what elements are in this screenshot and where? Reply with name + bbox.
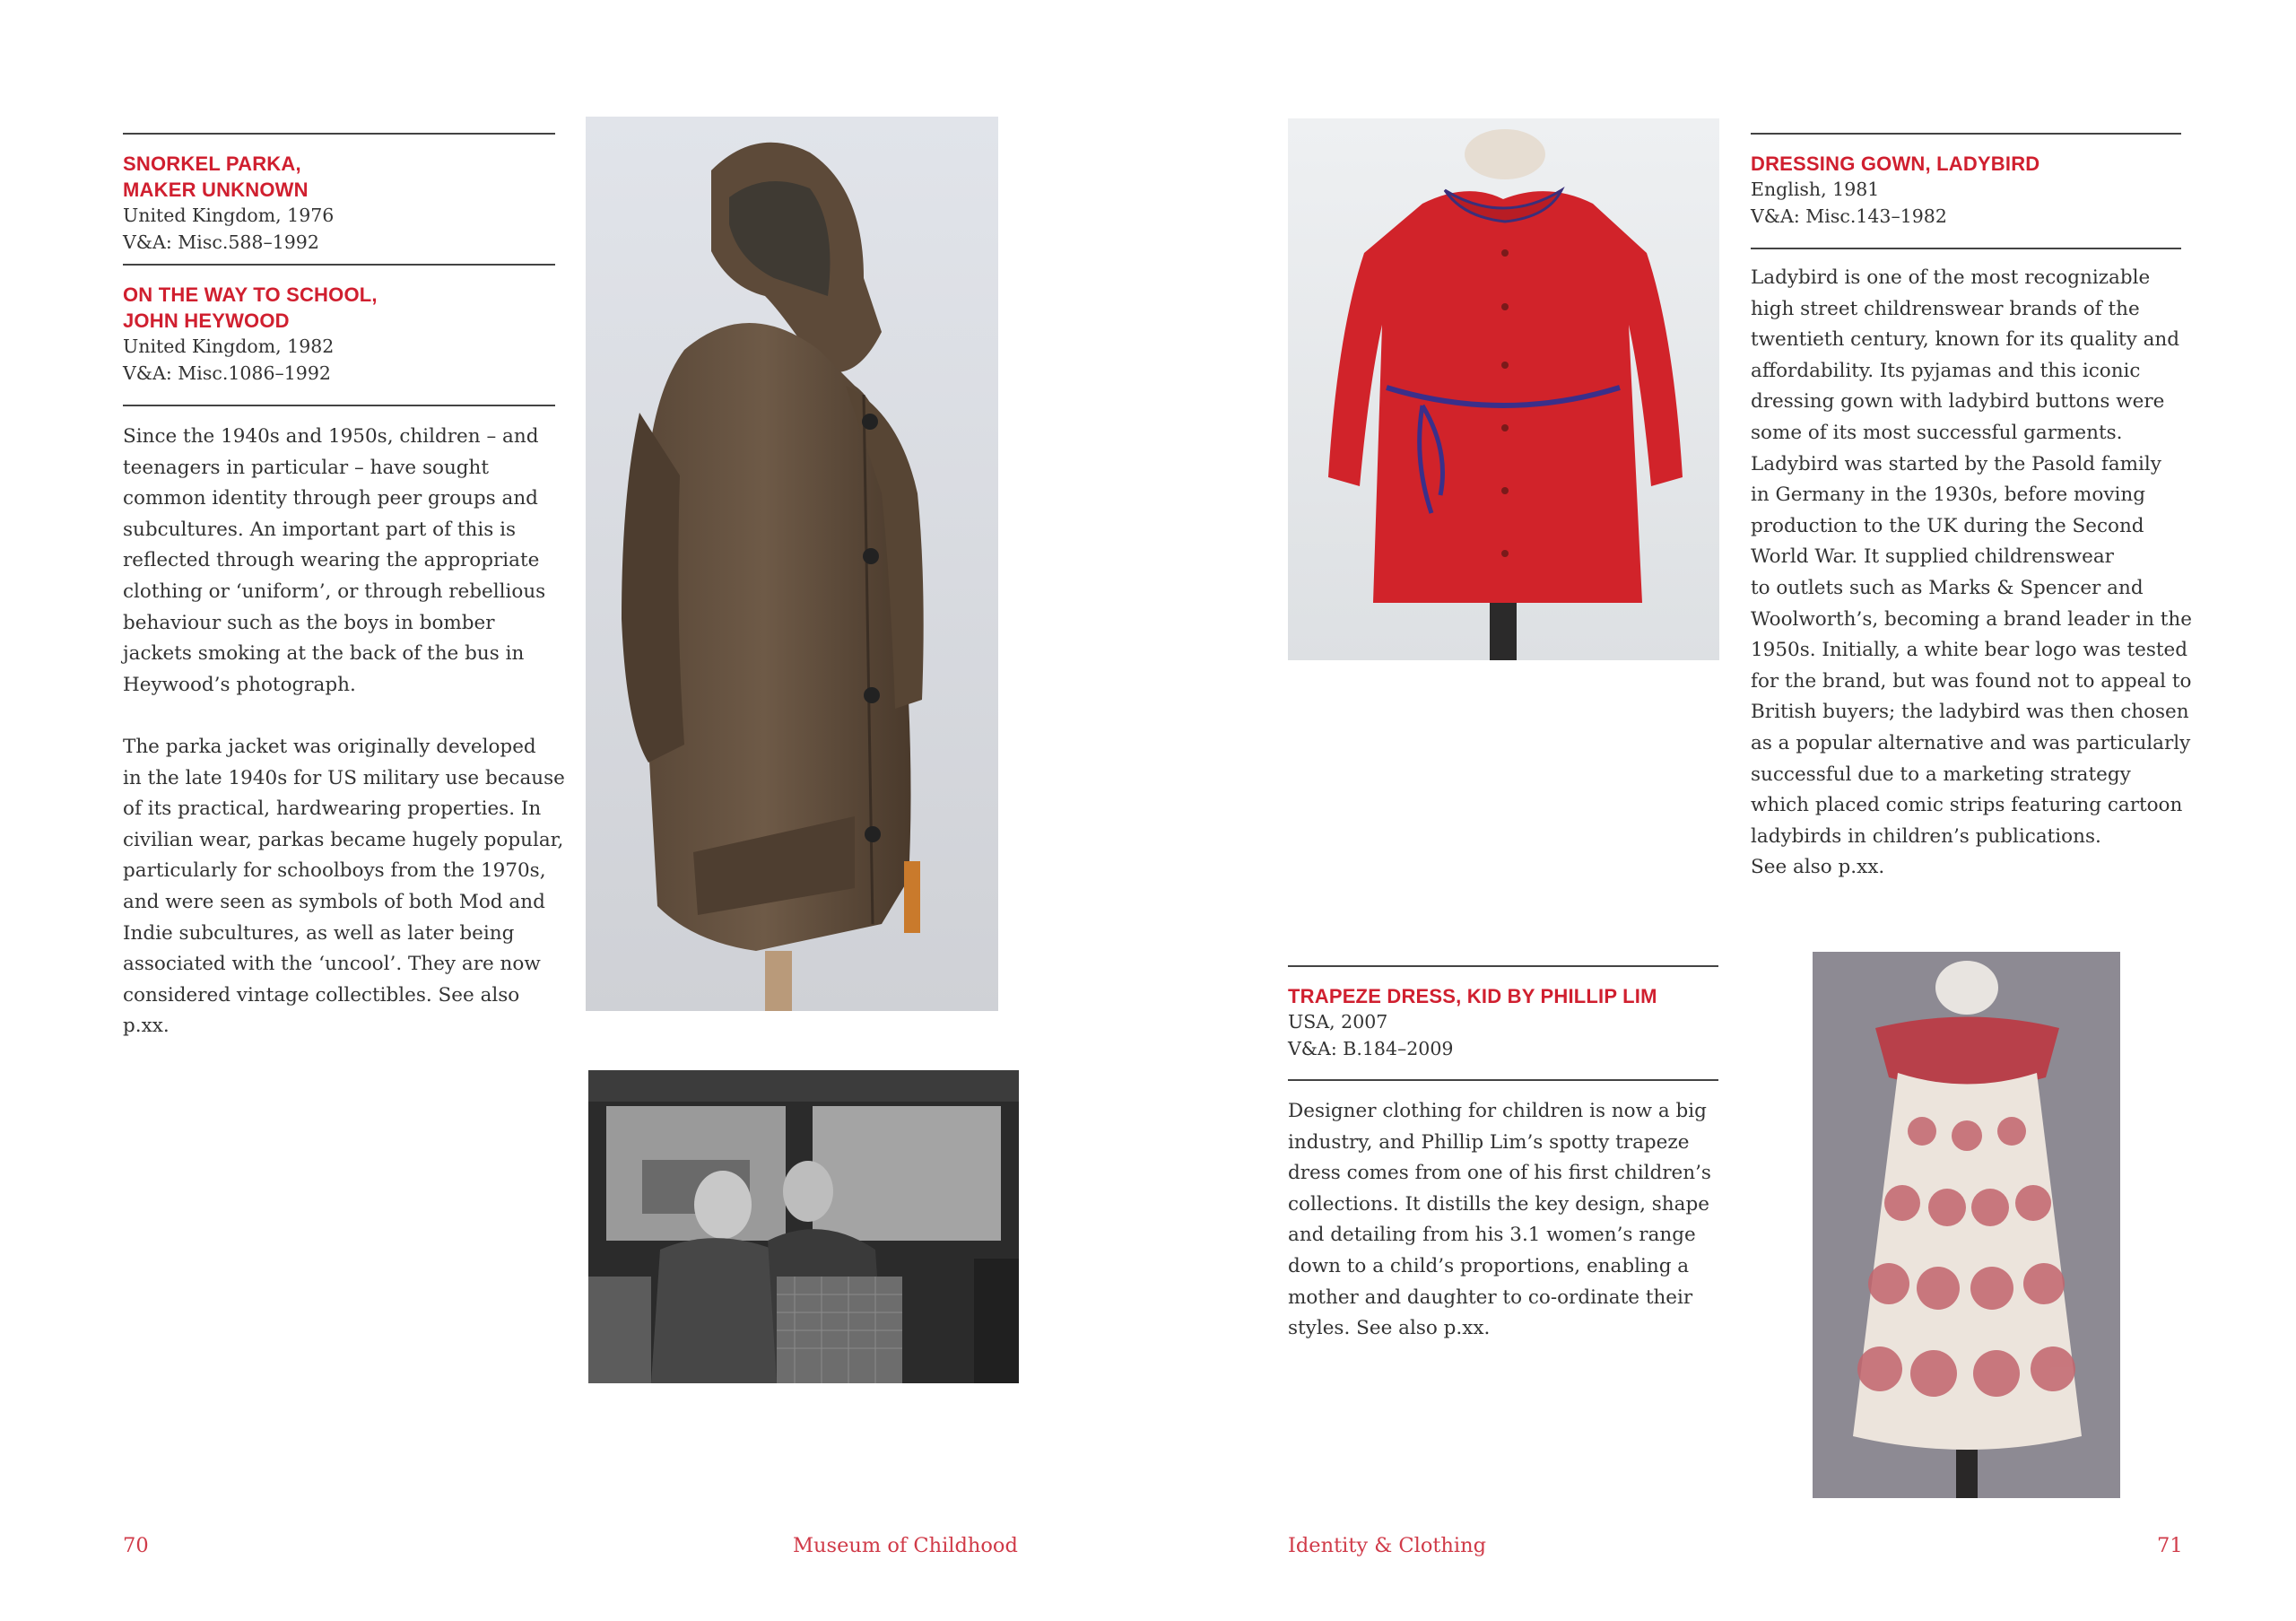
entry-title-on-the-way-to-school [123, 282, 378, 334]
meta-line: United Kingdom, 1976 [123, 205, 335, 226]
rule-before-gown-body [1751, 248, 2181, 249]
meta-line: V&A: Misc.1086–1992 [123, 362, 331, 384]
footer-page-number-left: 70 [123, 1534, 149, 1557]
meta-line: V&A: B.184–2009 [1288, 1037, 1454, 1059]
parka-photo [586, 117, 998, 1011]
title-line: TRAPEZE DRESS, KID BY PHILLIP LIM [1288, 985, 1657, 1007]
dressing-gown-body-text [1751, 263, 2199, 884]
rule-before-trapeze-body [1288, 1079, 1718, 1081]
meta-line: English, 1981 [1751, 179, 1880, 200]
entry-title-trapeze-dress [1288, 983, 1657, 1009]
entry-title-dressing-gown [1751, 151, 2039, 177]
trapeze-dress-photo [1813, 952, 2120, 1498]
left-body-text [123, 422, 571, 1042]
entry-title-snorkel-parka [123, 151, 309, 203]
title-line: MAKER UNKNOWN [123, 179, 309, 201]
meta-line: USA, 2007 [1288, 1011, 1388, 1033]
rule-before-body [123, 405, 555, 406]
entry-meta-on-the-way-to-school [123, 334, 334, 387]
title-line: ON THE WAY TO SCHOOL, [123, 283, 378, 306]
paragraph-subcultures: Since the 1940s and 1950s, children – and teenagers in particular – have sought common identity through peer groups and subcultures. An important part of this is reflected through wearing the appropriate clothing or ‘uniform’, or through rebellious behaviour such as the boys in bomber jackets smoking at the back of the bus in Heywood’s photograph. [123, 425, 546, 696]
meta-line: V&A: Misc.588–1992 [123, 231, 319, 253]
footer-page-number-right: 71 [2157, 1534, 2183, 1557]
paragraph-ladybird: Ladybird is one of the most recognizable high street childrenswear brands of the twentieth century, known for its quality and affordability. Its pyjamas and this iconic dressing gown with ladybird buttons were some of its most successful garments. Ladybird was started by the Pasold family in Germany in the 1930s, before moving production to the UK during the Second World War. It supplied childrenswear to outlets such as Marks & Spencer and Woolworth’s, becoming a brand leader in the 1950s. Initially, a white bear logo was tested for the brand, but was found not to appeal to British buyers; the ladybird was then chosen as a popular alternative and was particularly successful due to a marketing strategy which placed comic strips featuring cartoon ladybirds in children’s publications. See also p.xx. [1751, 266, 2192, 879]
entry-meta-snorkel-parka [123, 203, 334, 256]
paragraph-phillip-lim: Designer clothing for children is now a big industry, and Phillip Lim’s spotty trapeze dress comes from one of his first children’s collections. It distills the key design, shape and detailing from his 3.1 women’s range down to a child’s proportions, enabling a mother and daughter to co-ordinate their styles. See also p.xx. [1288, 1100, 1711, 1340]
rule-between-entries [123, 264, 555, 266]
meta-line: United Kingdom, 1982 [123, 336, 335, 357]
bus-photo [588, 1070, 1019, 1383]
footer-running-title-right: Identity & Clothing [1288, 1534, 1487, 1557]
entry-meta-dressing-gown [1751, 177, 1947, 230]
paragraph-parka: The parka jacket was originally developed in the late 1940s for US military use because of its practical, hardwearing properties. In civilian wear, parkas became hugely popular, particularly for schoolboys from the 1970s, and were seen as symbols of both Mod and Indie subcultures, as well as later being associated with the ‘uncool’. They are now considered vintage collectibles. See also p.xx. [123, 735, 565, 1038]
dressing-gown-photo [1288, 118, 1719, 660]
rule-top-right [1751, 133, 2181, 135]
meta-line: V&A: Misc.143–1982 [1751, 205, 1947, 227]
entry-meta-trapeze-dress [1288, 1009, 1453, 1062]
title-line: DRESSING GOWN, LADYBIRD [1751, 153, 2040, 175]
title-line: JOHN HEYWOOD [123, 309, 290, 332]
title-line: SNORKEL PARKA, [123, 153, 301, 175]
trapeze-dress-body-text [1288, 1096, 1736, 1345]
rule-trapeze-top [1288, 965, 1718, 967]
footer-running-title-left: Museum of Childhood [793, 1534, 1018, 1557]
rule-top-left [123, 133, 555, 135]
